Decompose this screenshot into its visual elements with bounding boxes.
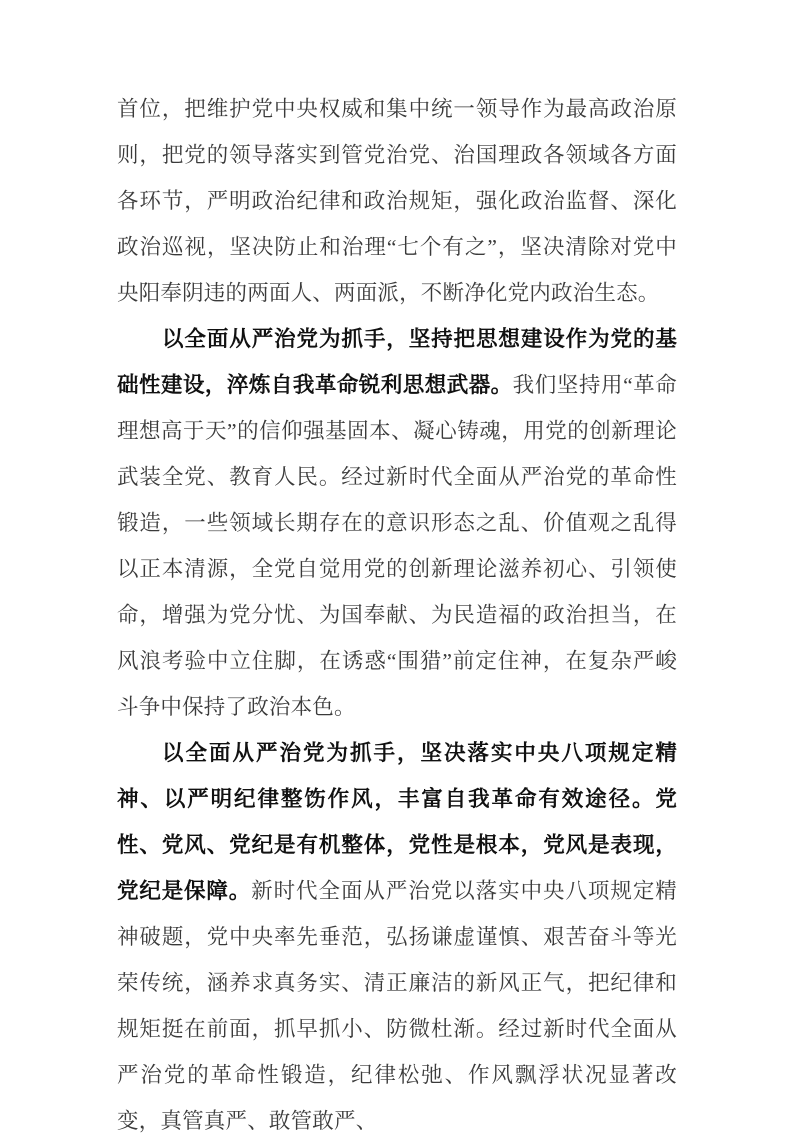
page-text-body	[117, 86, 677, 1144]
paragraph-ideological-building	[117, 316, 677, 730]
text-run-normal: 新时代全面从严治党以落实中央八项规定精神破题，党中央率先垂范，弘扬谦虚谨慎、艰苦奋斗等光荣传统，涵养求真务实、清正廉洁的新风正气，把纪律和规矩挺在前面，抓早抓小、防微杜渐。经过新时代全面从严治党的革命性锻造，纪律松弛、作风飘浮状况显著改变，真管真严、敢管敢严、	[117, 879, 677, 1133]
text-run-bold: 以全面从严治党为抓手，坚持把思想建设作为党的基础性建设，淬炼自我革命锐利思想武器。	[117, 327, 677, 397]
text-run-normal: 首位，把维护党中央权威和集中统一领导作为最高政治原则，把党的领导落实到管党治党、治国理政各领域各方面各环节，严明政治纪律和政治规矩，强化政治监督、深化政治巡视，坚决防止和治理“七个有之”，坚决清除对党中央阳奉阴违的两面人、两面派，不断净化党内政治生态。	[117, 97, 677, 305]
paragraph-eight-point-regulations	[117, 730, 677, 1144]
paragraph-political-discipline	[117, 86, 677, 316]
text-run-bold: 以全面从严治党为抓手，坚决落实中央八项规定精神、以严明纪律整饬作风，丰富自我革命有效途径。党性、党风、党纪是有机整体，党性是根本，党风是表现，党纪是保障。	[117, 741, 677, 903]
text-run-normal: 我们坚持用“革命理想高于天”的信仰强基固本、凝心铸魂，用党的创新理论武装全党、教育人民。经过新时代全面从严治党的革命性锻造，一些领域长期存在的意识形态之乱、价值观之乱得以正本清源，全党自觉用党的创新理论滋养初心、引领使命，增强为党分忧、为国奉献、为民造福的政治担当，在风浪考验中立住脚，在诱惑“围猎”前定住神，在复杂严峻斗争中保持了政治本色。	[117, 373, 677, 719]
